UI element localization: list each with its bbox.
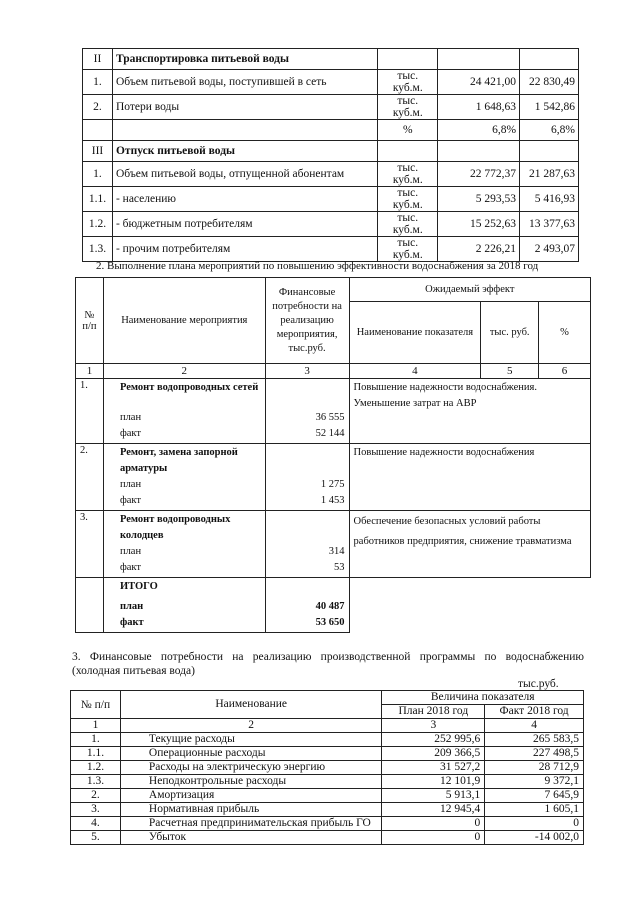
total-fact: 53 650 xyxy=(315,617,345,628)
measure-title: Ремонт, замена запорной арматуры xyxy=(119,447,238,474)
row-name: - прочим потребителям xyxy=(112,237,377,262)
header-plan: План 2018 год xyxy=(382,705,485,719)
row-no: 1.1. xyxy=(83,187,113,212)
row-plan xyxy=(438,49,520,70)
table-row xyxy=(71,817,584,831)
row-plan: 1 648,63 xyxy=(438,95,520,120)
row-unit: тыс. куб.м. xyxy=(378,70,438,95)
row-plan: 5 913,1 xyxy=(382,789,485,803)
unit-label: тыс.руб. xyxy=(518,678,559,690)
header-fact: Факт 2018 год xyxy=(485,705,584,719)
row-no: 2. xyxy=(71,789,121,803)
plan-label: план xyxy=(119,601,144,612)
measure-fact: 53 xyxy=(334,562,345,573)
table-row xyxy=(83,212,579,237)
row-plan: 5 293,53 xyxy=(438,187,520,212)
row-name: - бюджетным потребителям xyxy=(112,212,377,237)
row-plan: 31 527,2 xyxy=(382,761,485,775)
row-no: 1.3. xyxy=(83,237,113,262)
row-plan: 24 421,00 xyxy=(438,70,520,95)
row-no: 1.2. xyxy=(83,212,113,237)
measure-no: 2. xyxy=(76,444,104,511)
row-no: 1. xyxy=(83,70,113,95)
row-unit: тыс. куб.м. xyxy=(378,212,438,237)
header-no: № п/п xyxy=(71,691,121,719)
colnum: 4 xyxy=(485,719,584,733)
row-name: Текущие расходы xyxy=(120,733,382,747)
table-row xyxy=(71,789,584,803)
header-no: № п/п xyxy=(76,278,104,364)
row-fact xyxy=(520,49,579,70)
header-indicator-name: Наименование показателя xyxy=(349,302,481,364)
colnum: 2 xyxy=(120,719,382,733)
row-no: 4. xyxy=(71,817,121,831)
colnum: 6 xyxy=(539,364,591,379)
row-name: Неподконтрольные расходы xyxy=(120,775,382,789)
row-name: Объем питьевой воды, поступившей в сеть xyxy=(112,70,377,95)
row-fact: 2 493,07 xyxy=(520,237,579,262)
row-name xyxy=(112,120,377,141)
row-plan: 6,8% xyxy=(438,120,520,141)
measure-no: 1. xyxy=(76,379,104,444)
row-plan: 252 995,6 xyxy=(382,733,485,747)
section2-heading: 2. Выполнение плана мероприятий по повышению эффективности водоснабжения за 2018 год xyxy=(96,260,539,272)
row-fact: 5 416,93 xyxy=(520,187,579,212)
row-no: II xyxy=(83,49,113,70)
row-plan: 22 772,37 xyxy=(438,162,520,187)
table-row xyxy=(83,237,579,262)
header-name: Наименование xyxy=(120,691,382,719)
fact-label: факт xyxy=(119,617,144,628)
table-row xyxy=(83,49,579,70)
measures-table xyxy=(75,277,591,633)
row-name: - населению xyxy=(112,187,377,212)
fact-label: факт xyxy=(119,562,141,573)
row-plan: 12 101,9 xyxy=(382,775,485,789)
financial-needs-table xyxy=(70,690,584,845)
plan-label: план xyxy=(119,546,142,557)
row-no: III xyxy=(83,141,113,162)
row-no: 1.1. xyxy=(71,747,121,761)
table-row xyxy=(83,187,579,212)
plan-label: план xyxy=(119,412,142,423)
measure-effect: Повышение надежности водоснабжения xyxy=(349,444,590,511)
header-measure-name: Наименование мероприятия xyxy=(103,278,265,364)
row-unit xyxy=(378,141,438,162)
table-row xyxy=(83,95,579,120)
row-fact: 9 372,1 xyxy=(485,775,584,789)
measure-title: Ремонт водопроводных сетей xyxy=(119,382,259,393)
section3-heading: 3. Финансовые потребности на реализацию производственной программы по водоснабжению (холодная питьевая вода) xyxy=(72,651,584,677)
measure-plan: 1 275 xyxy=(320,479,345,490)
header-value: Величина показателя xyxy=(382,691,584,705)
header-finance: Финансовые потребности на реализацию мероприятия, тыс.руб. xyxy=(265,278,349,364)
row-fact: 0 xyxy=(485,817,584,831)
row-fact: -14 002,0 xyxy=(485,831,584,845)
row-name: Расчетная предпринимательская прибыль ГО xyxy=(120,817,382,831)
row-plan: 2 226,21 xyxy=(438,237,520,262)
row-name: Нормативная прибыль xyxy=(120,803,382,817)
row-plan: 15 252,63 xyxy=(438,212,520,237)
row-fact: 22 830,49 xyxy=(520,70,579,95)
measure-plan: 314 xyxy=(328,546,345,557)
table-row xyxy=(83,141,579,162)
row-unit: тыс. куб.м. xyxy=(378,237,438,262)
colnum: 4 xyxy=(349,364,481,379)
colnum: 3 xyxy=(265,364,349,379)
row-no: 1. xyxy=(71,733,121,747)
measure-effect: Повышение надежности водоснабжения. Уменьшение затрат на АВР xyxy=(349,379,590,444)
row-fact: 13 377,63 xyxy=(520,212,579,237)
measure-no: 3. xyxy=(76,511,104,578)
row-fact xyxy=(520,141,579,162)
row-plan: 12 945,4 xyxy=(382,803,485,817)
table-row xyxy=(71,775,584,789)
row-no: 1.3. xyxy=(71,775,121,789)
colnum: 1 xyxy=(71,719,121,733)
table-row xyxy=(71,733,584,747)
table-row xyxy=(71,803,584,817)
colnum: 2 xyxy=(103,364,265,379)
row-unit: тыс. куб.м. xyxy=(378,187,438,212)
row-unit: % xyxy=(378,120,438,141)
colnum: 3 xyxy=(382,719,485,733)
table-row xyxy=(83,120,579,141)
table-row xyxy=(71,761,584,775)
row-fact: 227 498,5 xyxy=(485,747,584,761)
row-name: Амортизация xyxy=(120,789,382,803)
row-name: Операционные расходы xyxy=(120,747,382,761)
row-fact: 6,8% xyxy=(520,120,579,141)
row-fact: 1 542,86 xyxy=(520,95,579,120)
row-fact: 7 645,9 xyxy=(485,789,584,803)
header-expected-effect: Ожидаемый эффект xyxy=(349,278,590,302)
row-no: 1. xyxy=(83,162,113,187)
row-fact: 1 605,1 xyxy=(485,803,584,817)
measure-fact: 1 453 xyxy=(320,495,345,506)
row-name: Транспортировка питьевой воды xyxy=(112,49,377,70)
header-rub: тыс. руб. xyxy=(481,302,539,364)
row-name: Убыток xyxy=(120,831,382,845)
measure-effect: Обеспечение безопасных условий работы работников предприятия, снижение травматизма xyxy=(349,511,590,578)
fact-label: факт xyxy=(119,428,141,439)
row-plan: 209 366,5 xyxy=(382,747,485,761)
row-plan: 0 xyxy=(382,817,485,831)
row-name: Отпуск питьевой воды xyxy=(112,141,377,162)
row-no xyxy=(83,120,113,141)
row-name: Расходы на электрическую энергию xyxy=(120,761,382,775)
table-row xyxy=(71,831,584,845)
row-no: 3. xyxy=(71,803,121,817)
row-unit xyxy=(378,49,438,70)
row-fact: 21 287,63 xyxy=(520,162,579,187)
colnum: 5 xyxy=(481,364,539,379)
table-row xyxy=(71,747,584,761)
row-unit: тыс. куб.м. xyxy=(378,162,438,187)
row-name: Потери воды xyxy=(112,95,377,120)
colnum: 1 xyxy=(76,364,104,379)
plan-label: план xyxy=(119,479,142,490)
total-plan: 40 487 xyxy=(315,601,345,612)
row-no: 5. xyxy=(71,831,121,845)
total-title: ИТОГО xyxy=(119,581,158,592)
measure-plan: 36 555 xyxy=(315,412,345,423)
row-no: 2. xyxy=(83,95,113,120)
header-pct: % xyxy=(539,302,591,364)
water-transport-table xyxy=(82,48,579,262)
row-fact: 265 583,5 xyxy=(485,733,584,747)
row-fact: 28 712,9 xyxy=(485,761,584,775)
table-row xyxy=(83,162,579,187)
fact-label: факт xyxy=(119,495,141,506)
measure-title: Ремонт водопроводных колодцев xyxy=(119,514,231,541)
measure-fact: 52 144 xyxy=(315,428,345,439)
table-row xyxy=(83,70,579,95)
row-name: Объем питьевой воды, отпущенной абонентам xyxy=(112,162,377,187)
row-plan: 0 xyxy=(382,831,485,845)
row-unit: тыс. куб.м. xyxy=(378,95,438,120)
row-plan xyxy=(438,141,520,162)
row-no: 1.2. xyxy=(71,761,121,775)
